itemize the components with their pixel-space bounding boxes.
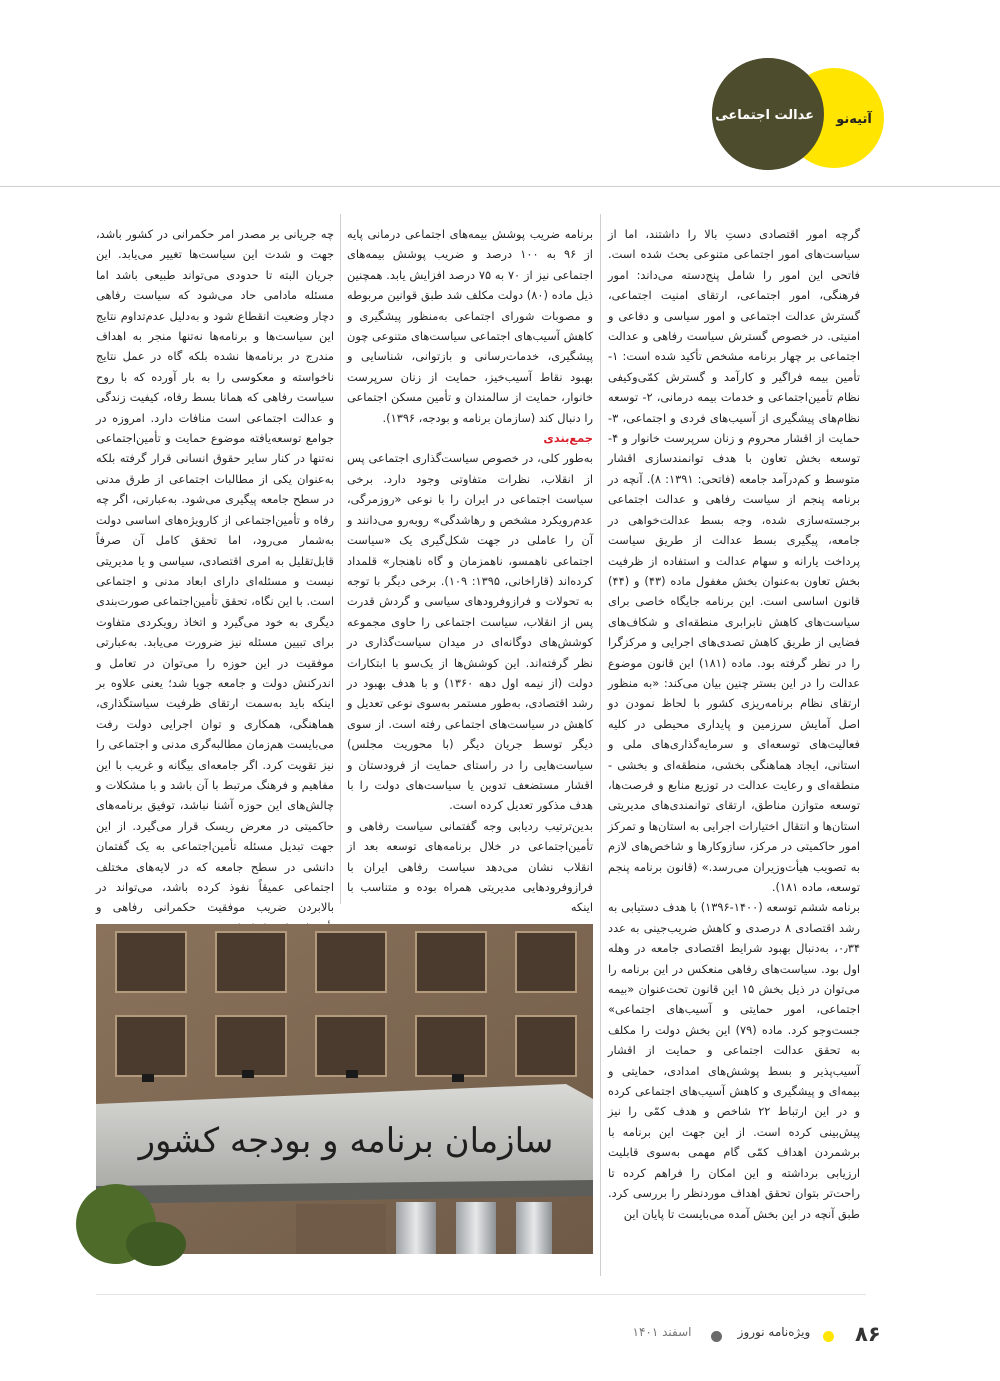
header-divider (0, 186, 1000, 187)
footer-divider (96, 1294, 866, 1295)
column-divider (600, 214, 601, 1276)
article-column-left (96, 224, 334, 915)
issue-date: اسفند ۱۴۰۱ (632, 1325, 692, 1339)
article-column-right (608, 224, 860, 1266)
footer-dot-yellow (823, 1331, 834, 1342)
article-paragraph: گرچه امور اقتصادی دستِ بالا را داشتند، اما از سیاست‌های امور اجتماعی متنوعی بحث شده است. فاتحی این امور را شامل پنج‌دسته می‌داند: امور فرهنگی، امور اجتماعی، ارتقای امنیت اجتماعی، گسترش عدالت اجتماعی و امور سیاسی و دفاعی و امنیتی. در خصوص گسترش سیاست رفاهی و عدالت اجتماعی بر چهار برنامه مشخص تأکید شده است: ۱- تأمین بیمه فراگیر و کارآمد و گسترش کمّی‌وکیفی نظام تأمین‌اجتماعی و خدمات بیمه درمانی، ۲- توسعه نظام‌های پیشگیری از آسیب‌های فردی و اجتماعی، ۳- حمایت از اقشار محروم و زنان سرپرست خانوار و ۴- توسعه بخش تعاون با هدف توانمندسازی اقشار متوسط و کم‌درآمد جامعه (فاتحی: ۱۳۹۱: ۸). آنچه در برنامه پنجم از سیاست رفاهی و عدالت اجتماعی برجسته‌سازی شده، وجه بسط عدالت‌خواهی در جامعه، پیگیری بسط عدالت از طریق سیاست پرداخت یارانه و سهام عدالت و استفاده از ظرفیت بخش تعاون به‌عنوان بخش مغفول ماده (۴۳) و (۴۴) قانون اساسی است. این برنامه جایگاه خاصی برای سیاست‌های کاهش نابرابری منطقه‌ای و شکاف‌های فضایی از طریق کاهش تصدی‌های اجرایی و مرکزگرا را در نظر گرفته بود. ماده (۱۸۱) این قانون موضوع عدالت را در این بستر چنین بیان می‌کند: «به منظور ارتقای نظام برنامه‌ریزی کشور با لحاظ نمودن دو اصل آمایش سرزمین و پایداری محیطی در کلیه فعالیت‌های توسعه‌ای و سرمایه‌گذاری‌های ملی و استانی، ایجاد هماهنگی بخشی، منطقه‌ای و بخشی - منطقه‌ای و رعایت عدالت در توزیع منابع و فرصت‌ها، توسعه متوازن مناطق، ارتقای توانمندی‌های مدیریتی استان‌ها و انتقال اختیارات اجرایی به استان‌ها و تمرکز امور حاکمیتی در مرکز، سازوکارها و شاخص‌های لازم به تصویب هیأت‌وزیران می‌رسد.» (قانون برنامه پنجم توسعه، ماده ۱۸۱). (608, 227, 860, 894)
section-title: عدالت اجتماعی (715, 108, 814, 123)
magazine-issue-title: ویژه‌نامه نوروز (737, 1325, 811, 1339)
brand-name: آتیه‌نو (836, 112, 872, 127)
article-paragraph: به‌طور کلی، در خصوص سیاست‌گذاری اجتماعی پس از انقلاب، نظرات متفاوتی وجود دارد. برخی سیاست اجتماعی در ایران را با نوعی «روزمرگی، عدم‌رویکرد مشخص و رهاشدگی» روبه‌رو می‌دانند و آن را عاملی در جهت شکل‌گیری یک «سیاست اجتماعی ناهمسو، ناهمزمان و گاه ناهنجار» قلمداد کرده‌اند (قاراخانی، ۱۳۹۵: ۱۰۹). برخی دیگر با توجه به تحولات و فرازوفرودهای سیاسی و گردش قدرت پس از انقلاب، سیاست اجتماعی را حاوی مجموعه کوشش‌های دوگانه‌ای در میدان سیاست‌گذاری در نظر گرفته‌اند. این کوشش‌ها از یک‌سو با ابتکارات دولت (از نیمه اول دهه ۱۳۶۰) و با هدف بهبود در رشد اقتصادی، به‌طور مستمر به‌سوی نوعی تعدیل و کاهش در سیاست‌های اجتماعی رفته است. از سوی دیگر توسط جریان دیگر (با محوریت مجلس) سیاست‌هایی را در راستای حمایت از فرودستان و اقشار مستضعف تدوین یا سیاست‌های دولت را با هدف مذکور تعدیل کرده است. (347, 451, 594, 813)
article-column-middle (347, 224, 594, 915)
column-divider (340, 214, 341, 904)
sign-text: سازمان برنامه و بودجه کشور (138, 1121, 554, 1161)
footer-dot-gray (711, 1331, 722, 1342)
article-paragraph: برنامه ضریب پوشش بیمه‌های اجتماعی درمانی پایه از ۹۶ به ۱۰۰ درصد و ضریب پوشش بیمه‌های اجتماعی نیز از ۷۰ به ۷۵ درصد افزایش یابد. همچنین ذیل ماده (۸۰) دولت مکلف شد طبق قوانین مربوطه و مصوبات شورای اجتماعی به‌منظور پیشگیری و کاهش آسیب‌های اجتماعی سیاست‌های متنوعی چون پیشگیری، خدمات‌رسانی و بازتوانی، شناسایی و بهبود نقاط آسیب‌خیز، حمایت از زنان سرپرست خانوار، حمایت از سالمندان و تأمین مسکن اجتماعی را دنبال کند (سازمان برنامه و بودجه، ۱۳۹۶). (347, 227, 593, 425)
page-number: ۸۶ (855, 1322, 881, 1346)
building-photo (96, 924, 593, 1254)
article-paragraph: چه جریانی بر مصدر امر حکمرانی در کشور باشد، جهت و شدت این سیاست‌ها تغییر می‌یابد. این جریان البته تا حدودی می‌تواند طبیعی باشد اما مسئله مادامی حاد می‌شود که سیاست رفاهی دچار وضعیت انقطاع شود و به‌دلیل عدم‌تداوم نتایج این سیاست‌ها و برنامه‌ها نه‌تنها منجر به اهداف مندرج در برنامه‌ها نشده بلکه گاه در عمل نتایج ناخواسته و معکوسی را به بار آورده که با روح سیاست رفاهی که همانا بسط رفاه، کیفیت زندگی و عدالت اجتماعی است منافات دارد. امروزه در جوامع توسعه‌یافته موضوع حمایت و تأمین‌اجتماعی نه‌تنها در کنار سایر حقوق انسانی قرار گرفته بلکه به‌عنوان یکی از مطالبات اجتماعی از طرق مدنی در سطح جامعه پیگیری می‌شود. به‌عبارتی، اگر چه رفاه و تأمین‌اجتماعی از کارویژه‌های اساسی دولت به‌شمار می‌رود، اما تحقق کامل آن صرفاً قابل‌تقلیل به امری اقتصادی، سیاسی و یا مدیریتی نیست و مسئله‌ای دارای ابعاد مدنی و اجتماعی است. با این نگاه، تحقق تأمین‌اجتماعی صورت‌بندی دیگری به خود می‌گیرد و اتخاذ رویکردی متفاوت برای تبیین مسئله نیز ضرورت می‌یابد. به‌عبارتی موفقیت در این حوزه را می‌توان در تعامل و اندرکنش دولت و جامعه جویا شد؛ یعنی علاوه بر اینکه باید به‌سمت ارتقای ظرفیت سیاستگذاری، هماهنگی، همکاری و توان اجرایی دولت رفت می‌بایست هم‌زمان مطالبه‌گری مدنی و اجتماعی را نیز تقویت کرد. اگر جامعه‌ای بیگانه و غریب با این مفاهیم و فرهنگ مرتبط با آن باشد و با مشکلات و چالش‌های این حوزه آشنا نباشد، توفیق برنامه‌های حاکمیتی در معرض ریسک قرار می‌گیرد. از این جهت تبدیل مسئله تأمین‌اجتماعی به یک گفتمان دانشی در سطح جامعه که در لایه‌های مختلف اجتماعی عمیقاً نفوذ کرده باشد، می‌تواند در بالابردن ضریب موفقیت حکمرانی رفاهی و (96, 227, 334, 915)
section-heading: جمع‌بندی (543, 431, 593, 446)
article-paragraph: بدین‌ترتیب ردیابی وجه گفتمانی سیاست رفاهی و تأمین‌اجتماعی در خلال برنامه‌های توسعه بعد از انقلاب نشان می‌دهد سیاست رفاهی ایران با فرازوفرودهایی مدیریتی همراه بوده و متناسب با اینکه (347, 818, 593, 915)
article-paragraph: برنامه ششم توسعه (۱۴۰۰-۱۳۹۶) با هدف دستیابی به رشد اقتصادی ۸ درصدی و کاهش ضریب‌جینی به عدد ۰٫۳۴، به‌دنبال بهبود شرایط اقتصادی جامعه در وهله اول بود. سیاست‌های رفاهی منعکس در این برنامه را می‌توان در ذیل بخش ۱۵ این قانون تحت‌عنوان «بیمه اجتماعی، امور حمایتی و آسیب‌های اجتماعی» جست‌وجو کرد. ماده (۷۹) این بخش دولت را مکلف به تحقق عدالت اجتماعی و حمایت از اقشار آسیب‌پذیر و بسط پوشش‌های امدادی، حمایتی و بیمه‌ای و پیشگیری و کاهش آسیب‌های اجتماعی کرده و در این ارتباط ۲۲ شاخص و هدف کمّی را نیز پیش‌بینی کرده است. از این جهت این برنامه با برشمردن اهداف کمّی گام مهمی به‌سوی قابلیت ارزیابی برداشته و این امکان را فراهم کرده تا راحت‌تر بتوان تحقق اهداف موردنظر را بررسی کرد. طبق آنچه در این بخش آمده می‌بایست تا پایان این (608, 900, 861, 1221)
